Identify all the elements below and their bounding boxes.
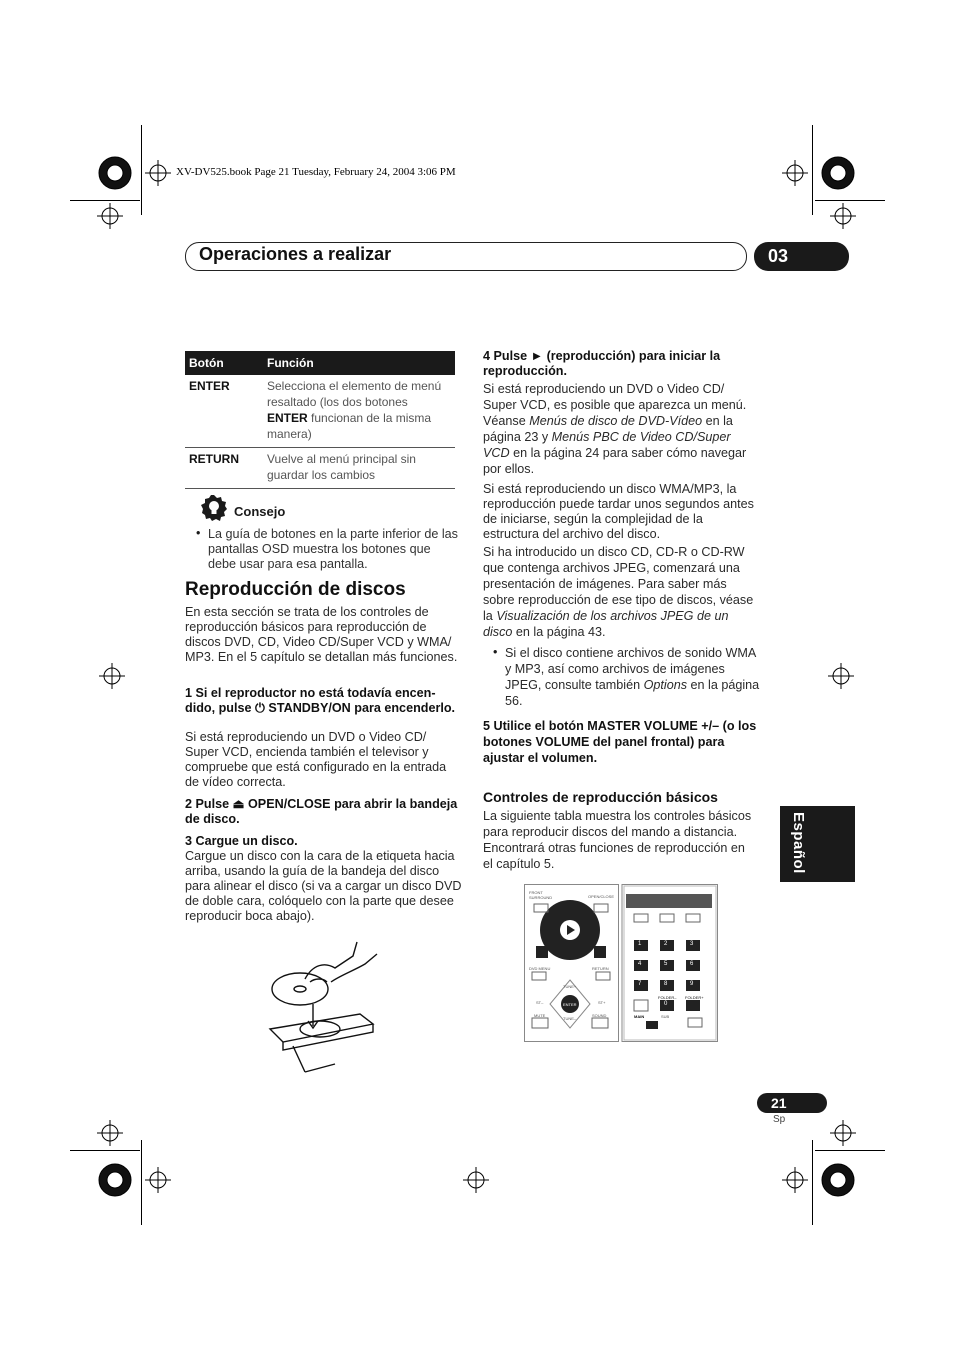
step-4-paragraph-3 xyxy=(483,544,758,640)
remote-key: 8 xyxy=(664,981,668,987)
step-text: (reproducción) para iniciar la reproducción. xyxy=(483,349,721,378)
page-language-code: Sp xyxy=(773,1114,786,1125)
chapter-title: Operaciones a realizar xyxy=(199,244,392,264)
step-text: 4 Pulse xyxy=(483,349,531,363)
table-header: Función xyxy=(263,351,455,375)
remote-label: SOUND xyxy=(592,1013,607,1018)
power-icon: ⏻ xyxy=(254,701,265,715)
text: Si el disco contiene archivos de sonido WMA y MP3, así como archivos de imágenes JPEG, consulte también xyxy=(505,646,756,692)
function-text: Vuelve al menú principal sin guardar los cambios xyxy=(267,452,416,482)
text: en la página 43. xyxy=(512,625,606,639)
remote-label: FOLDER+ xyxy=(685,995,704,1000)
table-cell-function xyxy=(263,375,455,448)
table-cell-button: ENTER xyxy=(185,375,263,448)
tip-title: Consejo xyxy=(234,504,286,519)
bullet-dot: • xyxy=(196,526,201,540)
remote-control-illustration xyxy=(524,884,718,1042)
step-4-title xyxy=(483,349,758,379)
function-bold: ENTER xyxy=(267,411,308,425)
table-cell-button: RETURN xyxy=(185,448,263,489)
controls-body: La siguiente tabla muestra los controles básicos para reproducir discos del mando a distancia. Encontrará otras funciones de reproducción en el capítulo 5. xyxy=(483,809,752,871)
step-4-paragraph-2: Si está reproduciendo un disco WMA/MP3, la reproducción puede tardar unos segundos antes de iniciarse, según la complejidad de la estructura del archivo del disco. xyxy=(483,482,754,541)
step-2-title xyxy=(185,797,463,827)
step-1-body: Si está reproduciendo un DVD o Video CD/ Super VCD, encienda también el televisor y compruebe que está configurado en la entrada de vídeo correcta. xyxy=(185,730,447,789)
remote-label: MUTE xyxy=(534,1013,546,1018)
table-row xyxy=(185,448,455,489)
step-4-paragraph-1 xyxy=(483,381,758,477)
remote-key: 3 xyxy=(690,941,694,947)
remote-label: FRONT SURROUND xyxy=(529,890,553,900)
remote-key: 9 xyxy=(690,981,694,987)
remote-label: FOLDER– xyxy=(658,995,677,1000)
language-label: Español xyxy=(790,812,807,874)
remote-label: OPEN/CLOSE xyxy=(588,894,615,899)
remote-label: SUB xyxy=(661,1014,670,1019)
text: en la página 23 y xyxy=(483,414,733,444)
reference: Options xyxy=(643,678,688,692)
text: Si está reproduciendo un DVD o Video CD/ Super VCD, es posible que aparezca un menú. Véanse xyxy=(483,382,747,428)
step-5-title: 5 Utilice el botón MASTER VOLUME +/– (o los botones VOLUME del panel frontal) para ajustar el volumen. xyxy=(483,719,757,765)
text: en la página 56. xyxy=(505,678,760,708)
eject-icon: ⏏ xyxy=(232,797,245,811)
section-intro: En esta sección se trata de los controles de reproducción básicos para reproducción de discos DVD, CD, Video CD/Super VCD y WMA/ MP3. En el 5 capítulo se detallan más funciones. xyxy=(185,605,458,664)
language-tab xyxy=(780,806,855,882)
book-header: XV-DV525.book Page 21 Tuesday, February 24, 2004 3:06 PM xyxy=(176,166,456,178)
step-text: OPEN/CLOSE para abrir la bandeja de disco. xyxy=(185,797,458,826)
lightbulb-icon xyxy=(200,494,228,522)
remote-label: TUNE+ xyxy=(563,984,577,989)
reference: Visualización de los archivos JPEG de un disco xyxy=(483,609,729,639)
remote-key: 4 xyxy=(638,961,642,967)
remote-label: DVD MENU xyxy=(529,966,551,971)
table-cell-function xyxy=(263,448,455,489)
remote-key: 0 xyxy=(664,1001,668,1007)
step-1-title xyxy=(185,686,463,716)
remote-label: ST– xyxy=(536,1000,544,1005)
step-text: 2 Pulse xyxy=(185,797,233,811)
text: Si ha introducido un disco CD, CD-R o CD-RW que contenga archivos JPEG, comenzará una presentación de imágenes. Para saber más sobre reproducción de ese tipo de discos, véase la xyxy=(483,545,754,623)
remote-key: 5 xyxy=(664,961,668,967)
disc-loading-illustration xyxy=(265,934,380,1074)
play-icon: ► xyxy=(530,349,544,363)
remote-key: 7 xyxy=(638,981,642,987)
remote-label: RETURN xyxy=(592,966,609,971)
remote-label: ST+ xyxy=(598,1000,606,1005)
remote-body xyxy=(524,884,718,1042)
table-row xyxy=(185,375,455,448)
enter-button: ENTER xyxy=(563,1002,577,1007)
chapter-number: 03 xyxy=(754,242,849,271)
table-header-row xyxy=(185,351,455,375)
page-number: 21 xyxy=(757,1093,827,1113)
controls-title: Controles de reproducción básicos xyxy=(483,789,718,805)
function-text: Selecciona el elemento de menú resaltado (los dos botones xyxy=(267,379,442,409)
remote-key: 1 xyxy=(638,941,642,947)
remote-key: 6 xyxy=(690,961,694,967)
function-table xyxy=(185,351,455,489)
remote-key: 2 xyxy=(664,941,668,947)
step-3-title: 3 Cargue un disco. xyxy=(185,834,298,848)
remote-label: MAIN xyxy=(634,1014,645,1019)
section-title: Reproducción de discos xyxy=(185,579,406,600)
reference: Menús de disco de DVD-Vídeo xyxy=(529,414,703,428)
function-text: funcionan de la misma manera) xyxy=(267,411,432,441)
text: en la página 24 para saber cómo navegar por ellos. xyxy=(483,446,747,476)
table-header: Botón xyxy=(185,351,263,375)
bullet-dot: • xyxy=(493,645,498,659)
step-3-body: Cargue un disco con la cara de la etiqueta hacia arriba, usando la guía de la bandeja del disco para alinear el disco (si va a cargar un disco DVD de doble cara, colóquelo con la parte que desee reproducir boca abajo). xyxy=(185,849,462,923)
tip-text: La guía de botones en la parte inferior de las pantallas OSD muestra los botones que debe usar para esa pantalla. xyxy=(208,527,458,571)
step-text: STANDBY/ON para encenderlo. xyxy=(264,701,456,715)
reference: Menús PBC de Video CD/Super VCD xyxy=(483,430,731,460)
step-text: 1 Si el reproductor no está todavía encen- dido, pulse xyxy=(185,686,436,715)
remote-label: TUNE– xyxy=(563,1016,577,1021)
step-4-bullet xyxy=(505,645,760,709)
